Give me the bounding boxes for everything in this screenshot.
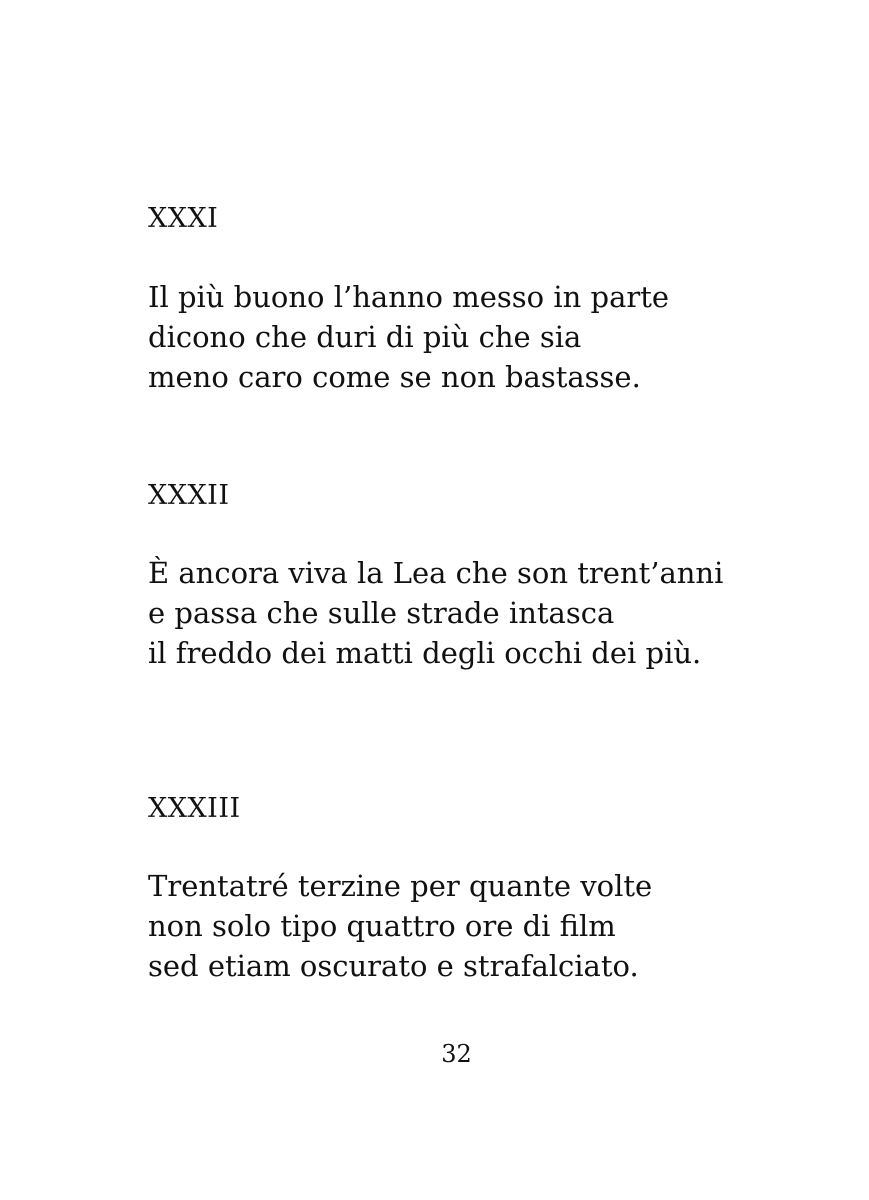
verse-line: il freddo dei matti degli occhi dei più.: [148, 636, 702, 670]
section-title: XXXI: [148, 203, 219, 234]
section-title: XXXII: [148, 480, 230, 511]
verse-line: meno caro come se non bastasse.: [148, 360, 641, 394]
stanza: [148, 277, 669, 397]
verse-line: dicono che duri di più che sia: [148, 320, 582, 354]
verse-line: non solo tipo quattro ore di film: [148, 909, 616, 943]
section-title: XXXIII: [148, 793, 241, 824]
stanza: [148, 553, 723, 673]
verse-line: Trentatré terzine per quante volte: [148, 869, 653, 903]
verse-line: È ancora viva la Lea che son trent’anni: [148, 556, 724, 590]
page-number: 32: [441, 1040, 472, 1068]
verse-line: e passa che sulle strade intasca: [148, 596, 615, 630]
stanza: [148, 866, 652, 986]
verse-line: sed etiam oscurato e strafalciato.: [148, 949, 639, 983]
verse-line: Il più buono l’hanno messo in parte: [148, 280, 670, 314]
